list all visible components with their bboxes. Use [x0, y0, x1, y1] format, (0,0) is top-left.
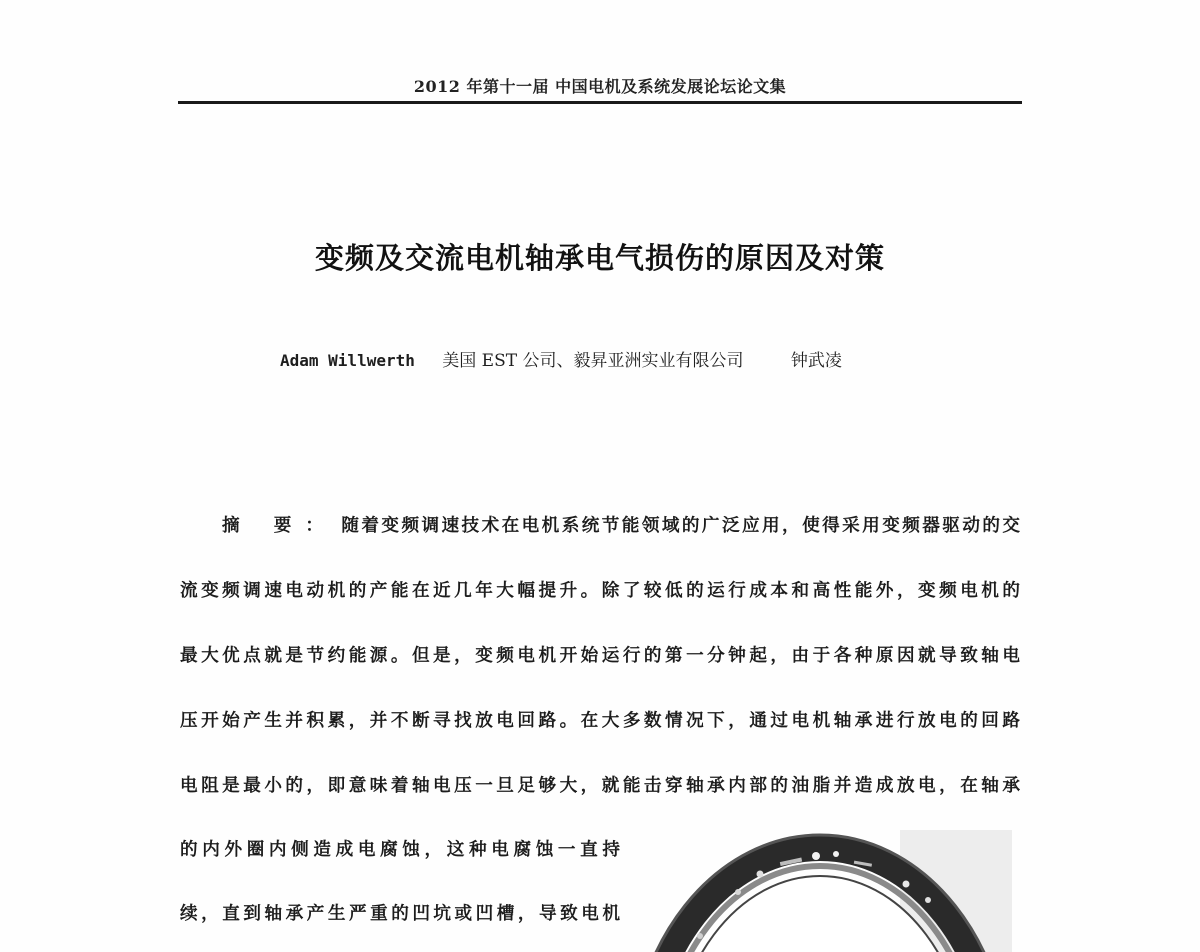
abstract-line-1 [180, 512, 1020, 537]
abstract-line-3: 最大优点就是节约能源。但是，变频电机开始运行的第一分钟起，由于各种原因就导致轴电 [180, 645, 1020, 666]
author-chinese-name: 钟武凌 [790, 351, 842, 371]
abstract-line-5: 电阻是最小的，即意味着轴电压一旦足够大，就能击穿轴承内部的油脂并造成放电，在轴承 [180, 775, 1020, 796]
author-english-name: Adam Willwerth [280, 351, 415, 370]
abstract-text-line: 随着变频调速技术在电机系统节能领域的广泛应用，使得采用变频器驱动的交 [338, 515, 1020, 536]
paper-title: 变频及交流电机轴承电气损伤的原因及对策 [314, 241, 885, 275]
abstract-line-4: 压开始产生并积累，并不断寻找放电回路。在大多数情况下，通过电机轴承进行放电的回路 [180, 710, 1020, 731]
abstract-line-6: 的内外圈内侧造成电腐蚀，这种电腐蚀一直持 [180, 839, 620, 860]
bearing-ring-icon [640, 826, 1040, 952]
abstract-label: 摘 要： [222, 515, 337, 536]
header-rule [178, 101, 1022, 104]
running-header: 2012 年第十一届 中国电机及系统发展论坛论文集 [413, 77, 787, 96]
author-affiliation: 美国 EST 公司、毅昇亚洲实业有限公司 [442, 351, 744, 371]
bearing-figure [640, 826, 1040, 952]
abstract-line-2: 流变频调速电动机的产能在近几年大幅提升。除了较低的运行成本和高性能外，变频电机的 [180, 580, 1020, 601]
author-line [280, 346, 842, 371]
abstract-line-7: 续，直到轴承产生严重的凹坑或凹槽，导致电机 [180, 903, 620, 924]
